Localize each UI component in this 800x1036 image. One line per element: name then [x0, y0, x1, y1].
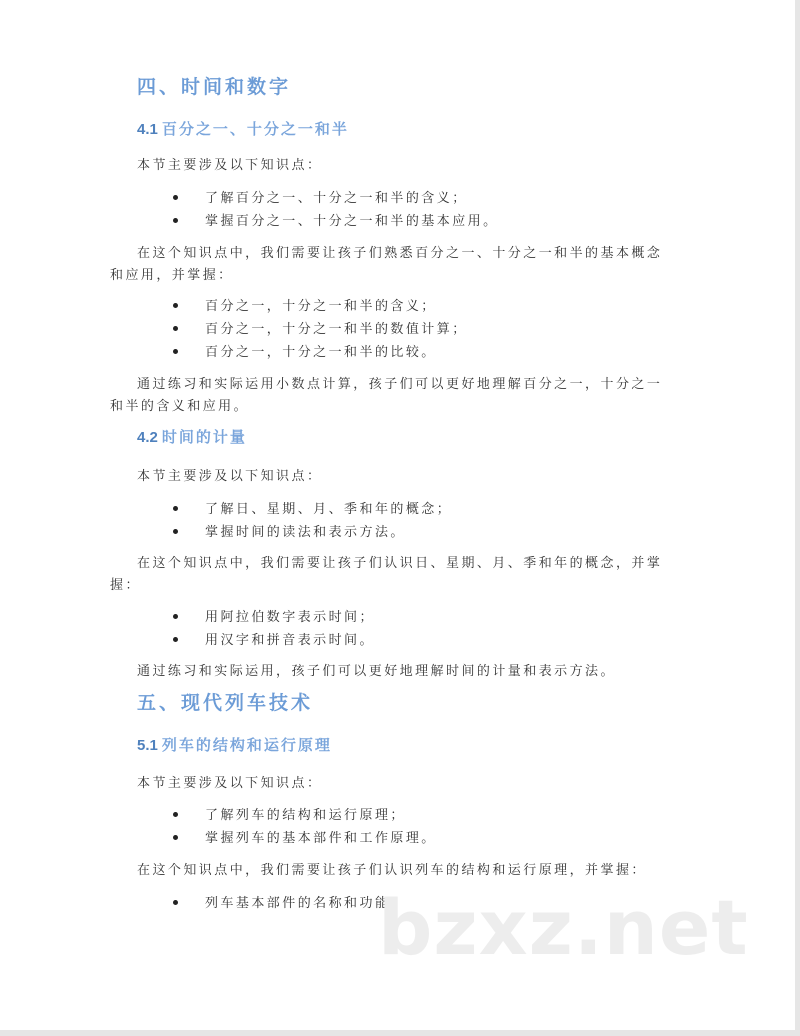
bullet-icon	[173, 506, 178, 511]
subsection-title: 百分之一、十分之一和半	[161, 121, 349, 138]
bullet-icon	[173, 614, 178, 619]
paragraph: 通过练习和实际运用小数点计算，孩子们可以更好地理解百分之一，十分之一和半的含义和应用。	[110, 376, 663, 413]
watermark: bzxz.net	[378, 883, 749, 972]
bullet-icon	[173, 637, 178, 642]
subsection-title: 列车的结构和运行原理	[161, 737, 332, 754]
document-page: 四、时间和数字 4.1 百分之一、十分之一和半 本节主要涉及以下知识点： 了解百分之一、十分之一和半的含义； 掌握百分之一、十分之一和半的基本应用。 在这个知识点中，我们需要让孩子们熟悉百分之一、十分之一和半的基本概念和应用，并掌握： 百分之一，十分之一和半的含义； 百分之一，十分之一和半的数值计算； 百分之一，十分之一和半的比较。 通过练习和实际运用小数点计算，孩子们可以更好地理解百分之一，十分之一和半的含义和应用。 4.2 时间的计量 本节主要涉及以下知识点： 了解日、星期、月、季和年的概念； 掌握时间的读法和表示方法。 在这个知识点中，我们需要让孩子们认识日、星期、月、季和年的概念，并掌握： 用阿拉伯数字表示时间； 用汉字和拼音表示时间。 通过练习和实际运用，孩子们可以更好地理解时间的计量和表示方法。 五、现代列车技术 5.1 列车的结构和运行原理 本节主要涉及以下知识点： 了解列车的结构和运行原理； 掌握列车的基本部件和工作原理。 在这个知识点中，我们需要让孩子们认识列车的结构和运行原理，并掌握： 列车基本部件的名称和功能； bzxz.net	[0, 0, 795, 1030]
section-heading-4: 四、时间和数字	[137, 77, 292, 98]
bullet-icon	[173, 529, 178, 534]
subsection-number: 5.1	[137, 737, 158, 754]
paragraph: 通过练习和实际运用，孩子们可以更好地理解时间的计量和表示方法。	[137, 663, 616, 678]
bullet-icon	[173, 195, 178, 200]
bullet-icon	[173, 218, 178, 223]
intro-text: 本节主要涉及以下知识点：	[137, 775, 323, 790]
subsection-number: 4.2	[137, 429, 158, 446]
bullet-icon	[173, 349, 178, 354]
page-edge-right	[795, 0, 800, 1036]
subsection-heading-4-1	[137, 120, 349, 140]
bullet-icon	[173, 303, 178, 308]
subsection-heading-4-2	[137, 428, 247, 448]
subsection-number: 4.1	[137, 121, 158, 138]
subsection-heading-5-1	[137, 736, 332, 756]
subsection-title: 时间的计量	[161, 429, 247, 446]
paragraph: 在这个知识点中，我们需要让孩子们熟悉百分之一、十分之一和半的基本概念和应用，并掌握：	[110, 245, 663, 282]
bullet-icon	[173, 835, 178, 840]
page-edge-bottom	[0, 1030, 800, 1036]
bullet-icon	[173, 326, 178, 331]
intro-text: 本节主要涉及以下知识点：	[137, 157, 323, 172]
bullet-icon	[173, 812, 178, 817]
paragraph: 在这个知识点中，我们需要让孩子们认识日、星期、月、季和年的概念，并掌握：	[110, 555, 663, 592]
paragraph: 在这个知识点中，我们需要让孩子们认识列车的结构和运行原理，并掌握：	[137, 862, 647, 877]
intro-text: 本节主要涉及以下知识点：	[137, 468, 323, 483]
bullet-icon	[173, 900, 178, 905]
section-heading-5: 五、现代列车技术	[137, 693, 314, 714]
